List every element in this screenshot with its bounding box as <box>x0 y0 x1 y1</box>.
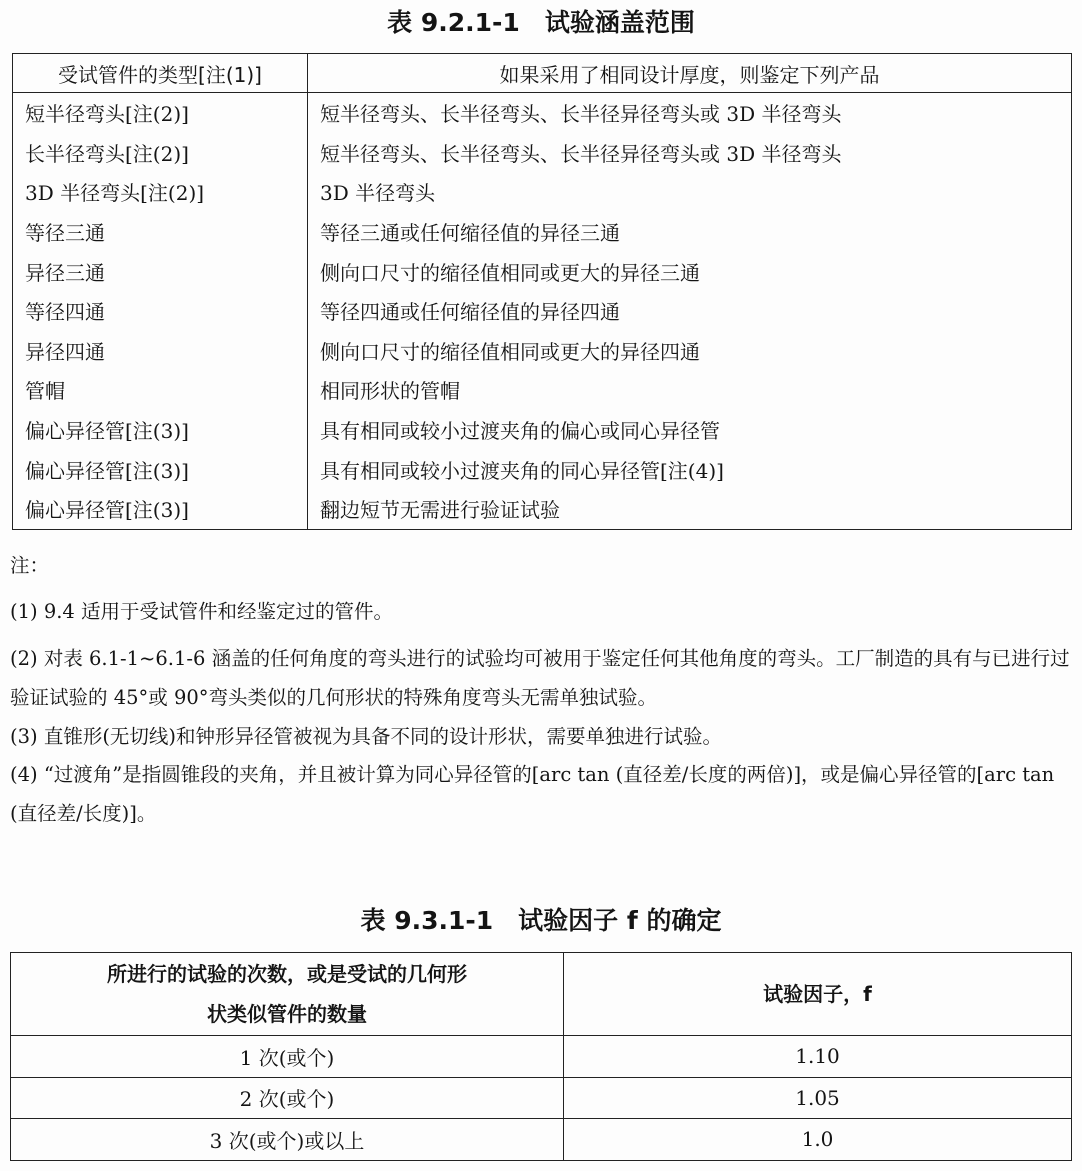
table-row <box>13 93 1072 133</box>
header-line-2: 状类似管件的数量 <box>207 1002 367 1026</box>
cell-col1: 短半径弯头[注(2)] <box>13 93 308 133</box>
cell-col2: 1.10 <box>564 1036 1072 1078</box>
cell-col2: 1.05 <box>564 1077 1072 1119</box>
coverage-table <box>12 53 1072 530</box>
table-row <box>11 1119 1072 1161</box>
cell-col1: 偏心异径管[注(3)] <box>13 449 308 489</box>
table-row <box>13 331 1072 371</box>
table-row <box>13 133 1072 173</box>
cell-col1: 异径三通 <box>13 251 308 291</box>
cell-col1: 偏心异径管[注(3)] <box>13 410 308 450</box>
note-1: (1) 9.4 适用于受试管件和经鉴定过的管件。 <box>10 600 394 623</box>
cell-col2: 具有相同或较小过渡夹角的偏心或同心异径管 <box>308 410 1072 450</box>
cell-col1: 异径四通 <box>13 331 308 371</box>
table-row <box>11 1036 1072 1078</box>
cell-col1: 1 次(或个) <box>11 1036 564 1078</box>
cell-col2: 1.0 <box>564 1119 1072 1161</box>
table-header-row <box>11 953 1072 1036</box>
cell-col2: 短半径弯头、长半径弯头、长半径异径弯头或 3D 半径弯头 <box>308 133 1072 173</box>
note-2: (2) 对表 6.1-1~6.1-6 涵盖的任何角度的弯头进行的试验均可被用于鉴定任何其他角度的弯头。工厂制造的具有与已进行过验证试验的 45°或 90°弯头类似的几何形状的特殊角度弯头无需单独试验。 <box>10 647 1070 709</box>
header-line-1: 所进行的试验的次数，或是受试的几何形 <box>107 962 467 986</box>
cell-col1: 长半径弯头[注(2)] <box>13 133 308 173</box>
cell-col1: 3D 半径弯头[注(2)] <box>13 172 308 212</box>
cell-col1: 3 次(或个)或以上 <box>11 1119 564 1161</box>
cell-col1: 偏心异径管[注(3)] <box>13 489 308 529</box>
table2-title: 表 9.3.1-1 试验因子 f 的确定 <box>360 906 722 935</box>
table-row <box>13 212 1072 252</box>
cell-col1: 2 次(或个) <box>11 1077 564 1119</box>
column-header-fitting-type: 受试管件的类型[注(1)] <box>13 54 308 93</box>
cell-col1: 等径三通 <box>13 212 308 252</box>
table1-title: 表 9.2.1-1 试验涵盖范围 <box>387 8 695 37</box>
cell-col2: 侧向口尺寸的缩径值相同或更大的异径四通 <box>308 331 1072 371</box>
table-row <box>13 449 1072 489</box>
cell-col2: 等径三通或任何缩径值的异径三通 <box>308 212 1072 252</box>
cell-col2: 等径四通或任何缩径值的异径四通 <box>308 291 1072 331</box>
table-header-row <box>13 54 1072 93</box>
cell-col2: 侧向口尺寸的缩径值相同或更大的异径三通 <box>308 251 1072 291</box>
column-header-test-count <box>11 953 564 1036</box>
table-row <box>13 251 1072 291</box>
table-row <box>13 370 1072 410</box>
cell-col2: 短半径弯头、长半径弯头、长半径异径弯头或 3D 半径弯头 <box>308 93 1072 133</box>
note-3: (3) 直锥形(无切线)和钟形异径管被视为具备不同的设计形状，需要单独进行试验。 <box>10 725 723 748</box>
cell-col1: 管帽 <box>13 370 308 410</box>
test-factor-table <box>10 952 1072 1161</box>
notes-heading: 注： <box>10 554 50 577</box>
cell-col2: 相同形状的管帽 <box>308 370 1072 410</box>
cell-col2: 3D 半径弯头 <box>308 172 1072 212</box>
cell-col1: 等径四通 <box>13 291 308 331</box>
table-row <box>13 410 1072 450</box>
table-row <box>13 291 1072 331</box>
notes-section <box>10 553 1075 833</box>
note-4: (4) “过渡角”是指圆锥段的夹角，并且被计算为同心异径管的[arc tan (直径差/长度的两倍)]，或是偏心异径管的[arc tan (直径差/长度)]。 <box>10 763 1055 825</box>
column-header-test-factor: 试验因子，f <box>564 953 1072 1036</box>
cell-col2: 翻边短节无需进行验证试验 <box>308 489 1072 529</box>
table-row <box>13 489 1072 529</box>
column-header-qualified-products: 如果采用了相同设计厚度，则鉴定下列产品 <box>308 54 1072 93</box>
table-row <box>13 172 1072 212</box>
table-row <box>11 1077 1072 1119</box>
cell-col2: 具有相同或较小过渡夹角的同心异径管[注(4)] <box>308 449 1072 489</box>
